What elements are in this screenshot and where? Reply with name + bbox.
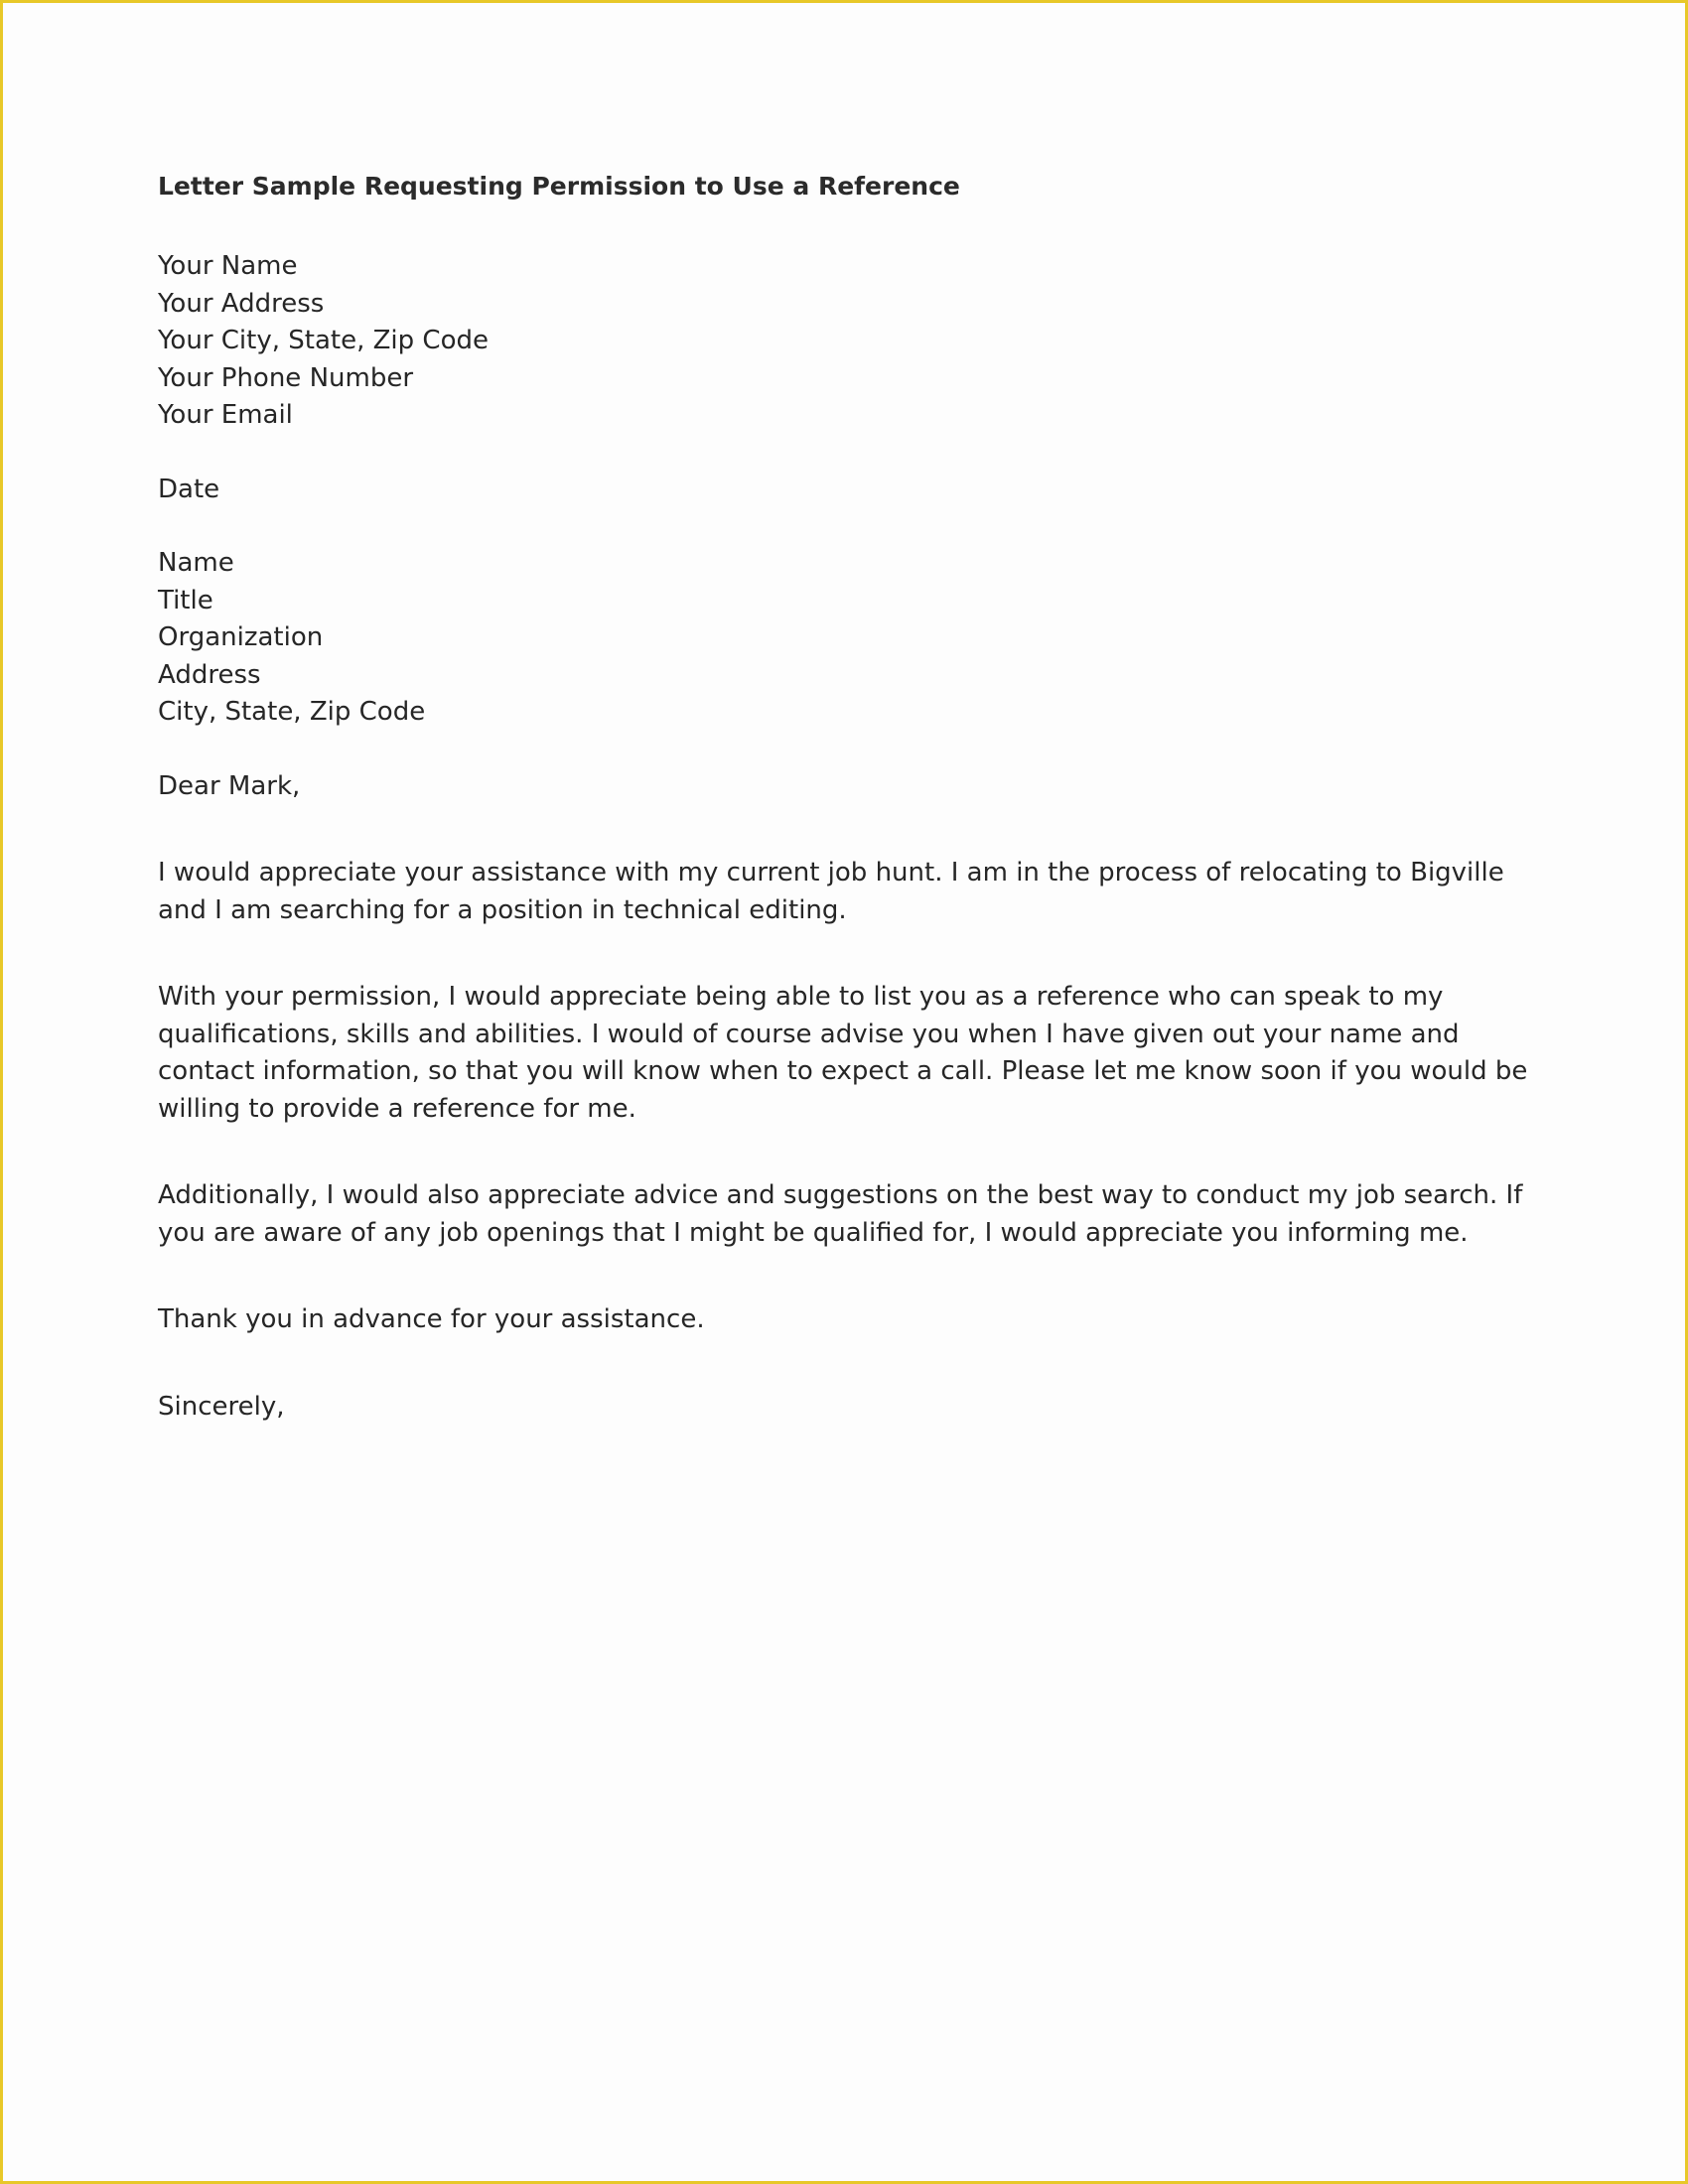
- letter-title: Letter Sample Requesting Permission to Use a Reference: [158, 172, 960, 201]
- sender-email: Your Email: [158, 400, 293, 430]
- sender-phone: Your Phone Number: [158, 362, 414, 393]
- recipient-address: Address: [158, 659, 261, 690]
- recipient-title: Title: [158, 585, 213, 615]
- letter-date: Date: [158, 474, 220, 504]
- sender-address: Your Address: [158, 288, 325, 319]
- closing: Sincerely,: [158, 1391, 285, 1422]
- body-paragraph-1: I would appreciate your assistance with my current job hunt. I am in the process of relocating to Bigville and I am searching for a position in technical editing.: [158, 858, 1504, 925]
- recipient-name: Name: [158, 548, 234, 578]
- salutation: Dear Mark,: [158, 770, 301, 801]
- sender-name: Your Name: [158, 251, 298, 281]
- date-block: [158, 472, 1538, 509]
- sender-city-state-zip: Your City, State, Zip Code: [158, 326, 489, 355]
- recipient-organization: Organization: [158, 622, 324, 652]
- body-paragraph-2: With your permission, I would appreciate being able to list you as a reference who can speak to my qualifications, skills and abilities. I would of course advise you when I have given out your name and contact information, so that you will know when to expect a call. Please let me know soon if you would be willing to provide a reference for me.: [158, 982, 1528, 1124]
- recipient-address-block: [158, 545, 1538, 732]
- body-paragraph-3: Additionally, I would also appreciate advice and suggestions on the best way to conduct my job search. If you are aware of any job openings that I might be qualified for, I would appreciate you informing me.: [158, 1180, 1523, 1248]
- recipient-city-state-zip: City, State, Zip Code: [158, 697, 426, 727]
- letter-content: [158, 168, 1538, 1426]
- body-paragraph-4: Thank you in advance for your assistance.: [158, 1304, 705, 1334]
- sender-address-block: [158, 248, 1538, 435]
